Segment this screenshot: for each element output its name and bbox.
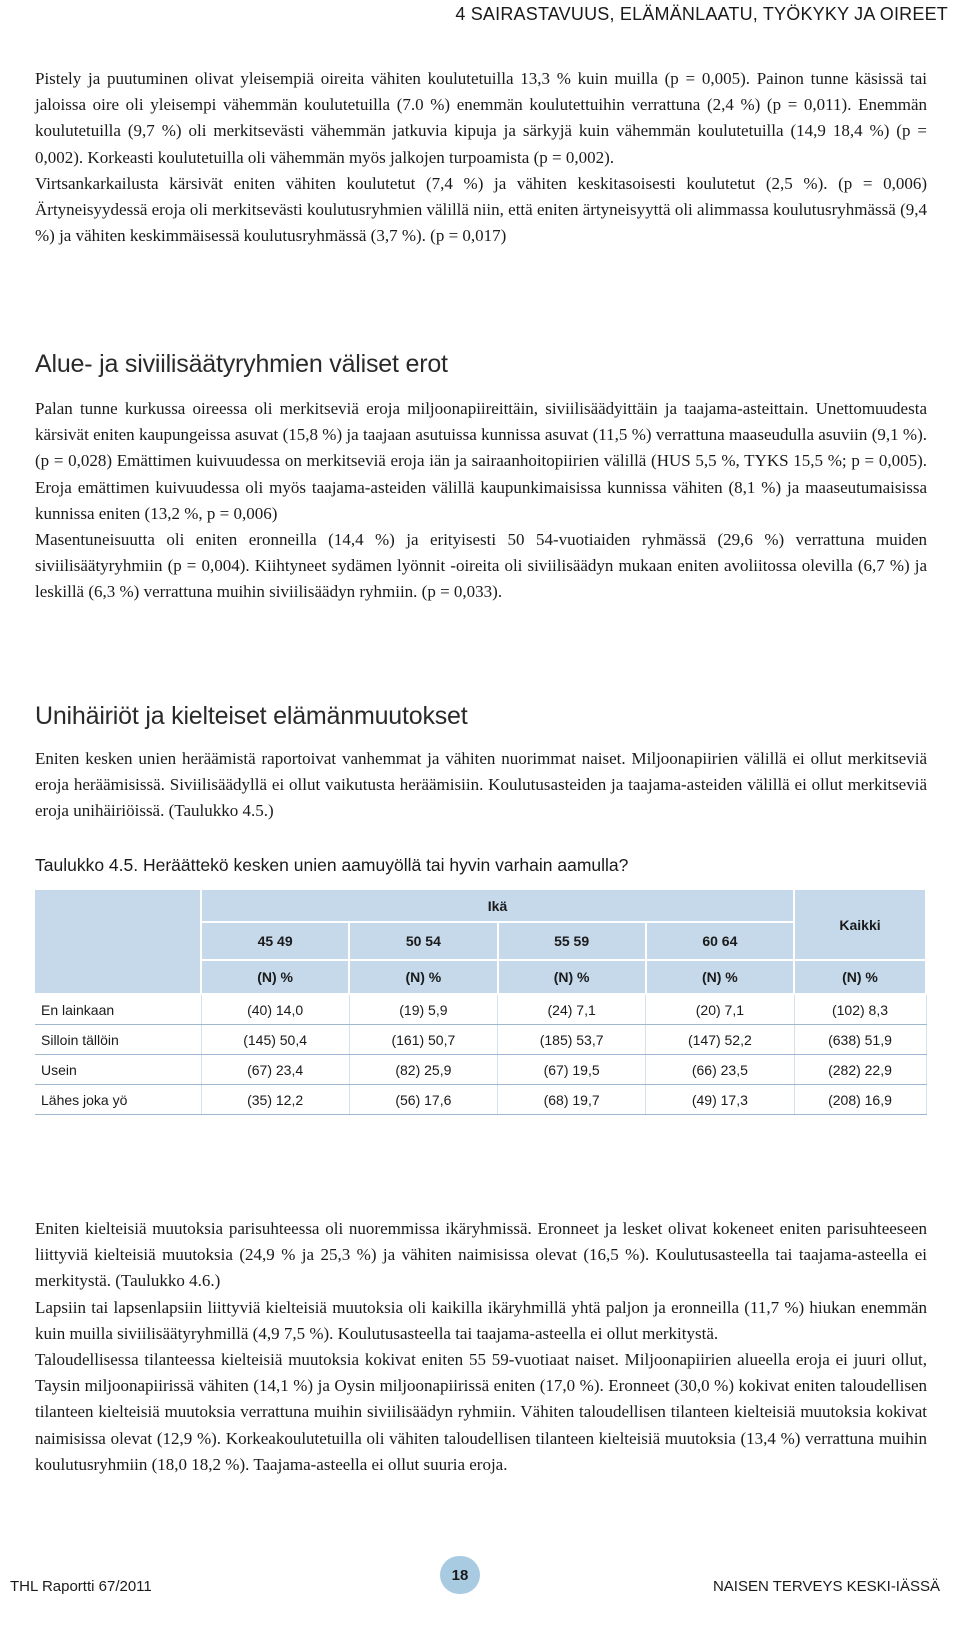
- table-cell: (82) 25,9: [349, 1055, 497, 1085]
- table-cell: (208) 16,9: [794, 1085, 926, 1115]
- paragraph: Taloudellisessa tilanteessa kielteisiä muutoksia kokivat eniten 55 59-vuotiaat naiset. Miljoonapiirien alueella eroja ei juuri ollut, Taysin miljoonapiirissä vähiten (14,1 %) ja Oysin miljoonapiirissä eniten (17,0 %). Eronneet (30,0 %) kokivat eniten taloudellisen tilanteen kielteisiä muutoksia verrattuna muihin siviilisäädyn ryhmiin. Vähiten taloudellisen tilanteen kielteisiä muutoksia kokivat naimisissa olevat (12,9 %). Korkeakoulutetuilla oli vähiten taloudellisen tilanteen kielteisiä muutoksia (13,4 %) verrattuna muihin koulutusryhmiin (18,0 18,2 %). Taajama-asteella ei ollut suuria eroja.: [35, 1350, 927, 1474]
- unit-header: (N) %: [349, 960, 497, 994]
- total-header: Kaikki: [794, 890, 926, 960]
- footer-publication: THL Raportti 67/2011: [10, 1578, 152, 1595]
- table-cell: (638) 51,9: [794, 1025, 926, 1055]
- section-body: [35, 1216, 927, 1478]
- table-row: [35, 1085, 926, 1115]
- table-cell: (282) 22,9: [794, 1055, 926, 1085]
- table-cell: (185) 53,7: [498, 1025, 646, 1055]
- table-row: [35, 994, 926, 1025]
- paragraph: Palan tunne kurkussa oireessa oli merkitseviä eroja miljoonapiireittäin, siviilisäädyittäin ja taajama-asteittain. Unettomuudesta kärsivät eniten kaupungeissa asuvat (15,8 %) ja taajaan asutuissa kunnissa asuvat (11,5 %) verrattuna maaseudulla asuviin (9,1 %). (p = 0,028) Emättimen kuivuudessa on merkitseviä eroja iän ja sairaanhoitopiirien välillä (HUS 5,5 %, TYKS 15,5 %; p = 0,005). Eroja emättimen kuivuudessa oli myös taajama-asteiden välillä kaupunkimaisissa kunnissa vähiten (8,1 %) ja maaseutumaisissa kunnissa eniten (13,2 %, p = 0,006): [35, 399, 927, 523]
- paragraph: Eniten kielteisiä muutoksia parisuhteessa oli nuoremmissa ikäryhmissä. Eronneet ja lesket olivat kokeneet eniten parisuhteeseen liittyviä kielteisiä muutoksia (24,9 % ja 25,3 %) ja vähiten naimisissa olevat (16,5 %). Koulutusasteella tai taajama-asteella ei merkitystä. (Taulukko 4.6.): [35, 1219, 927, 1291]
- table-cell: (40) 14,0: [201, 994, 349, 1025]
- table-cell: (66) 23,5: [646, 1055, 794, 1085]
- age-header: 45 49: [201, 922, 349, 960]
- table-corner: [35, 890, 201, 994]
- chapter-header: 4 SAIRASTAVUUS, ELÄMÄNLAATU, TYÖKYKY JA OIREET: [455, 4, 948, 24]
- section-heading: Alue- ja siviilisäätyryhmien väliset erot: [35, 350, 448, 378]
- table-block: [35, 855, 927, 1115]
- table-cell: (145) 50,4: [201, 1025, 349, 1055]
- age-header: 55 59: [498, 922, 646, 960]
- table-cell: (67) 23,4: [201, 1055, 349, 1085]
- unit-header: (N) %: [498, 960, 646, 994]
- section-heading-wrapper: [35, 702, 927, 731]
- section-heading-wrapper: [35, 350, 927, 379]
- table-cell: (161) 50,7: [349, 1025, 497, 1055]
- table-cell: (35) 12,2: [201, 1085, 349, 1115]
- table-cell: (24) 7,1: [498, 994, 646, 1025]
- paragraph: Virtsankarkailusta kärsivät eniten vähiten koulutetut (7,4 %) ja vähiten keskitasoisesti koulutetut (2,5 %). (p = 0,006) Ärtyneisyydessä eroja oli merkitsevästi koulutusryhmien välillä niin, että eniten ärtyneisyyttä oli alimmassa koulutusryhmässä (9,4 %) ja vähiten keskimmäisessä koulutusryhmässä (3,7 %). (p = 0,017): [35, 173, 927, 246]
- unit-header: (N) %: [794, 960, 926, 994]
- unit-header: (N) %: [646, 960, 794, 994]
- table-cell: (68) 19,7: [498, 1085, 646, 1115]
- age-header: 50 54: [349, 922, 497, 960]
- table-cell: (67) 19,5: [498, 1055, 646, 1085]
- intro-text: [35, 66, 927, 249]
- section-body: [35, 746, 927, 825]
- paragraph: Lapsiin tai lapsenlapsiin liittyviä kielteisiä muutoksia oli kaikilla ikäryhmillä yhtä paljon ja eronneilla (11,7 %) hiukan enemmän kuin muilla siviilisäätyryhmillä (4,9 7,5 %). Koulutusasteella tai taajama-asteella ei ollut merkitystä.: [35, 1297, 927, 1343]
- row-label: Silloin tällöin: [35, 1025, 201, 1055]
- footer-title: NAISEN TERVEYS KESKI-IÄSSÄ: [712, 1578, 940, 1595]
- table-cell: (56) 17,6: [349, 1085, 497, 1115]
- paragraph: Masentuneisuutta oli eniten eronneilla (14,4 %) ja erityisesti 50 54-vuotiaiden ryhmässä (29,6 %) verrattuna muiden siviilisäätyryhmiin (p = 0,004). Kiihtyneet sydämen lyönnit -oireita oli siviilisäädyn mukaan eniten avoliitossa olevilla (6,7 %) ja leskillä (6,3 %) verrattuna muihin siviilisäädyn ryhmiin. (p = 0,033).: [35, 530, 927, 602]
- table-row: [35, 1025, 926, 1055]
- paragraph: Pistely ja puutuminen olivat yleisempiä oireita vähiten koulutetuilla 13,3 % kuin muilla (p = 0,005). Painon tunne käsissä tai jaloissa oire oli yleisempi vähemmän koulutetuilla (7.0 %) enemmän koulutettuihin verrattuna (2,4 %) (p = 0,011). Enemmän koulutetuilla (9,7 %) oli merkitsevästi vähemmän jatkuvia kipuja ja särkyjä kuin vähemmän koulutetuilla (14,9 18,4 %) (p = 0,002). Korkeasti koulutetuilla oli vähemmän myös jalkojen turpoamista (p = 0,002).: [35, 69, 927, 167]
- group-header: Ikä: [201, 890, 794, 922]
- table-cell: (147) 52,2: [646, 1025, 794, 1055]
- unit-header: (N) %: [201, 960, 349, 994]
- page-number: 18: [440, 1556, 480, 1594]
- row-label: En lainkaan: [35, 994, 201, 1025]
- paragraph: Eniten kesken unien heräämistä raportoivat vanhemmat ja vähiten nuorimmat naiset. Miljoonapiirien välillä ei ollut merkitseviä eroja heräämisissä. Siviilisäädyllä ei ollut vaikutusta heräämisiin. Koulutusasteiden ja taajama-asteiden välillä ei ollut merkitseviä eroja unihäiriöissä. (Taulukko 4.5.): [35, 749, 927, 821]
- table-caption: Taulukko 4.5. Heräättekö kesken unien aamuyöllä tai hyvin varhain aamulla?: [35, 855, 629, 875]
- table-cell: (49) 17,3: [646, 1085, 794, 1115]
- age-header: 60 64: [646, 922, 794, 960]
- section-heading: Unihäiriöt ja kielteiset elämänmuutokset: [35, 702, 468, 730]
- row-label: Usein: [35, 1055, 201, 1085]
- row-label: Lähes joka yö: [35, 1085, 201, 1115]
- data-table: [35, 890, 927, 1115]
- table-row: [35, 1055, 926, 1085]
- table-cell: (20) 7,1: [646, 994, 794, 1025]
- table-cell: (19) 5,9: [349, 994, 497, 1025]
- section-body: [35, 396, 927, 606]
- table-cell: (102) 8,3: [794, 994, 926, 1025]
